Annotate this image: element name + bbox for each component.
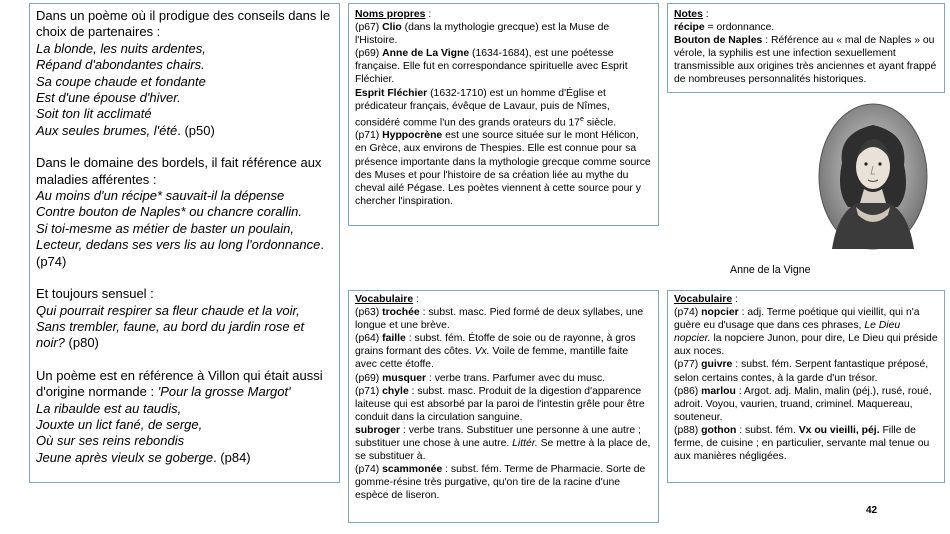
section-heading: Noms propres : — [355, 9, 432, 20]
poem-excerpt-4 — [36, 368, 333, 466]
verse-line: Soit ton lit acclimaté — [36, 106, 152, 122]
verse-line: Jouxte un lict fané, de serge, — [36, 416, 203, 432]
verse-line: Sans trembler, faune, au bord du jardin rose et noir? — [36, 318, 305, 351]
poem-excerpt-3 — [36, 286, 333, 352]
page-reference: (p80) — [64, 335, 99, 351]
verse-line: Répand d'abondantes chairs. — [36, 57, 205, 73]
intro-text: Un poème est en référence à Villon qui était aussi d'origine normande : — [36, 367, 323, 400]
vocab-entry-guivre: (p77) guivre : subst. fém. Serpent fantastique préposé, selon certains contes, à la garde d'un trésor. — [674, 359, 929, 384]
section-heading: Vocabulaire : — [674, 294, 738, 305]
verse-line: Qui pourrait respirer sa fleur chaude et la voir, — [36, 302, 300, 318]
vocab-entry-trochee: (p63) trochée : subst. masc. Pied formé de deux syllabes, une longue et une brève. — [355, 307, 644, 332]
verse-line: Au moins d'un récipe* sauvait-il la dépense — [36, 188, 285, 204]
verse-line: Si toi-mesme as métier de baster un poulain, — [36, 220, 294, 236]
verse-line: Jeune après vieulx se goberge — [36, 449, 214, 465]
vocab-entry-marlou: (p86) marlou : Argot. adj. Malin, malin (péj.), rusé, roué, adroit. Voyou, vaurien, truand, criminel. Maquereau, souteneur. — [674, 385, 932, 423]
verse-line: Où sur ses reins rebondis — [36, 433, 185, 449]
vocab-entry-musquer: (p69) musquer : verbe trans. Parfumer avec du musc. — [355, 372, 606, 384]
notes-panel — [667, 3, 945, 93]
verse-line: Aux seules brumes, l'été — [36, 122, 178, 138]
entry-hyppocrene: (p71) Hyppocrène est une source située sur le mont Hélicon, en Grèce, aux environs de Thespies. Elle est connue pour sa présence importante dans la mythologie grecque comme source des Muses et pour l'histoire de sa création liée au mythe du cheval ailé Pégase. Les poètes viennent à cette source pour y chercher l'inspiration. — [355, 130, 651, 207]
verse-line: La ribaulde est au taudis, — [36, 400, 182, 416]
verse-line: Sa coupe chaude et fondante — [36, 73, 206, 89]
vocab-entry-chyle: (p71) chyle : subst. masc. Produit de la digestion d'apparence laiteuse qui est absorbé par la paroi de l'intestin grêle pour être conduit dans la circulation sanguine. — [355, 385, 645, 423]
intro-text: Dans le domaine des bordels, il fait référence aux maladies afférentes : — [36, 155, 322, 187]
intro-text: Et toujours sensuel : — [36, 286, 154, 302]
portrait-caption: Anne de la Vigne — [730, 264, 811, 276]
entry-clio: (p67) Clio (dans la mythologie grecque) est la Muse de l'Histoire. — [355, 22, 610, 47]
section-heading: Notes : — [674, 9, 709, 20]
section-heading: Vocabulaire : — [355, 294, 419, 305]
vocabulary-panel-1 — [348, 290, 659, 523]
entry-esprit-flechier: Esprit Fléchier (1632-1710) est un homme d'Église et prédicateur français, évêque de Lavaur, puis de Nîmes, considéré comme l'un des grands orateurs du 17e siècle. — [355, 87, 617, 129]
verse-line: Contre bouton de Naples* ou chancre corallin. — [36, 204, 302, 220]
page-reference: . (p84) — [213, 449, 251, 465]
vocab-entry-subroger: subroger : verbe trans. Substituer une personne à une autre ; substituer une chose à une autre. Littér. Se mettre à la place de, se substituer à. — [355, 424, 651, 463]
verse-line: Lecteur, dedans ses vers lis au long l'ordonnance — [36, 237, 321, 253]
verse-line: La blonde, les nuits ardentes, — [36, 40, 206, 56]
vocab-entry-nopcier: (p74) nopcier : adj. Terme poétique qui vieillit, qui n'a guère eu d'usage que dans ces phrases, Le Dieu nopcier. la nopciere Junon, pour dire, Le Dieu qui préside aux noces. — [674, 307, 938, 358]
page-reference: . (p74) — [36, 237, 324, 269]
poems-panel — [29, 3, 340, 483]
note-recipe: récipe = ordonnance. — [674, 22, 775, 34]
page-reference: . (p50) — [177, 122, 215, 138]
poem-title: 'Pour la grosse Margot' — [157, 384, 291, 400]
poem-excerpt-1 — [36, 8, 333, 139]
vocab-entry-faille: (p64) faille : subst. fém. Étoffe de soie ou de rayonne, à gros grains formant des côtes. Vx. Voile de femme, mantille faite avec cette étoffe. — [355, 333, 636, 371]
vocab-entry-gothon: (p88) gothon : subst. fém. Vx ou vieilli, péj. Fille de ferme, de cuisine ; en particulier, servante mal tenue ou aux manières négligées. — [674, 424, 930, 463]
anne-de-la-vigne-portrait — [818, 103, 928, 250]
vocabulary-panel-2 — [667, 290, 945, 483]
note-bouton-de-naples: Bouton de Naples : Référence au « mal de Naples » ou vérole, la syphilis est une infection sexuellement transmissible aux origines très anciennes et ayant frappé de nombreuses personnalités historiques. — [674, 35, 937, 86]
page-number: 42 — [866, 505, 878, 516]
entry-anne-de-la-vigne: (p69) Anne de La Vigne (1634-1684), est une poétesse française. Elle fut en correspondance spirituelle avec Esprit Fléchier. — [355, 48, 628, 86]
intro-text: Dans un poème où il prodigue des conseils dans le choix de partenaires : — [36, 8, 331, 40]
poem-excerpt-2 — [36, 155, 333, 270]
verse-line: Est d'une épouse d'hiver. — [36, 90, 181, 106]
proper-names-panel — [348, 3, 659, 226]
vocab-entry-scammonee: (p74) scammonée : subst. fém. Terme de Pharmacie. Sorte de gomme-résine très purgative, qu'on tire de la racine d'une espèce de liseron. — [355, 464, 646, 502]
